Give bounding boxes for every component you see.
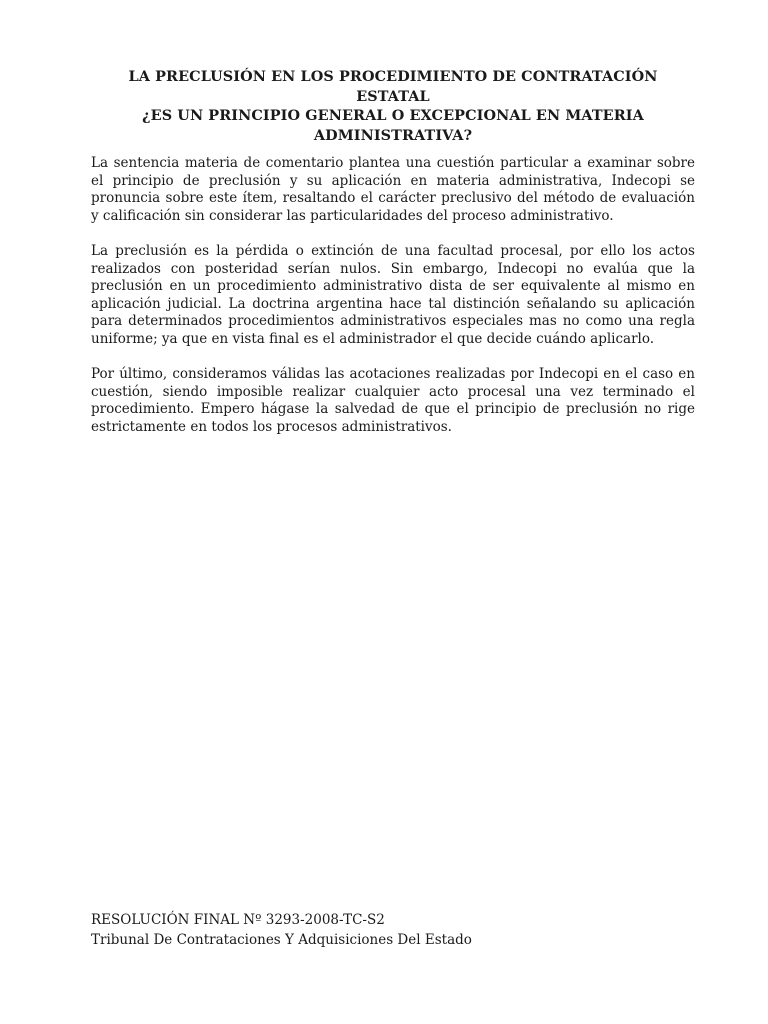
title-line-2: ¿ES UN PRINCIPIO GENERAL O EXCEPCIONAL EN MATERIA	[142, 107, 644, 124]
paragraph-2: La preclusión es la pérdida o extinción de una facultad procesal, por ello los actos realizados con posteridad serían nulos. Sin embargo, Indecopi no evalúa que la preclusión en un procedimiento administrativo dista de ser equivalente al mismo en aplicación judicial. La doctrina argentina hace tal distinción señalando su aplicación para determinados procedimientos administrativos especiales mas no como una regla uniforme; ya que en vista final es el administrador el que decide cuándo aplicarlo.	[91, 242, 695, 347]
tribunal-name: Tribunal De Contrataciones Y Adquisiciones Del Estado	[91, 931, 472, 948]
title-line-1: LA PRECLUSIÓN EN LOS PROCEDIMIENTO DE CONTRATACIÓN ESTATAL	[128, 68, 658, 105]
document-title	[90, 67, 696, 145]
title-line-3: ADMINISTRATIVA?	[313, 126, 473, 144]
paragraph-3: Por último, consideramos válidas las acotaciones realizadas por Indecopi en el caso en cuestión, siendo imposible realizar cualquier acto procesal una vez terminado el procedimiento. Empero hágase la salvedad de que el principio de preclusión no rige estrictamente en todos los procesos administrativos.	[91, 366, 695, 435]
paragraph-1: La sentencia materia de comentario plantea una cuestión particular a examinar sobre el principio de preclusión y su aplicación en materia administrativa, Indecopi se pronuncia sobre este ítem, resaltando el carácter preclusivo del método de evaluación y calificación sin considerar las particularidades del proceso administrativo.	[91, 155, 695, 224]
resolution-reference: RESOLUCIÓN FINAL Nº 3293-2008-TC-S2	[91, 912, 385, 928]
document-body	[91, 155, 695, 454]
document-footer	[91, 911, 695, 950]
